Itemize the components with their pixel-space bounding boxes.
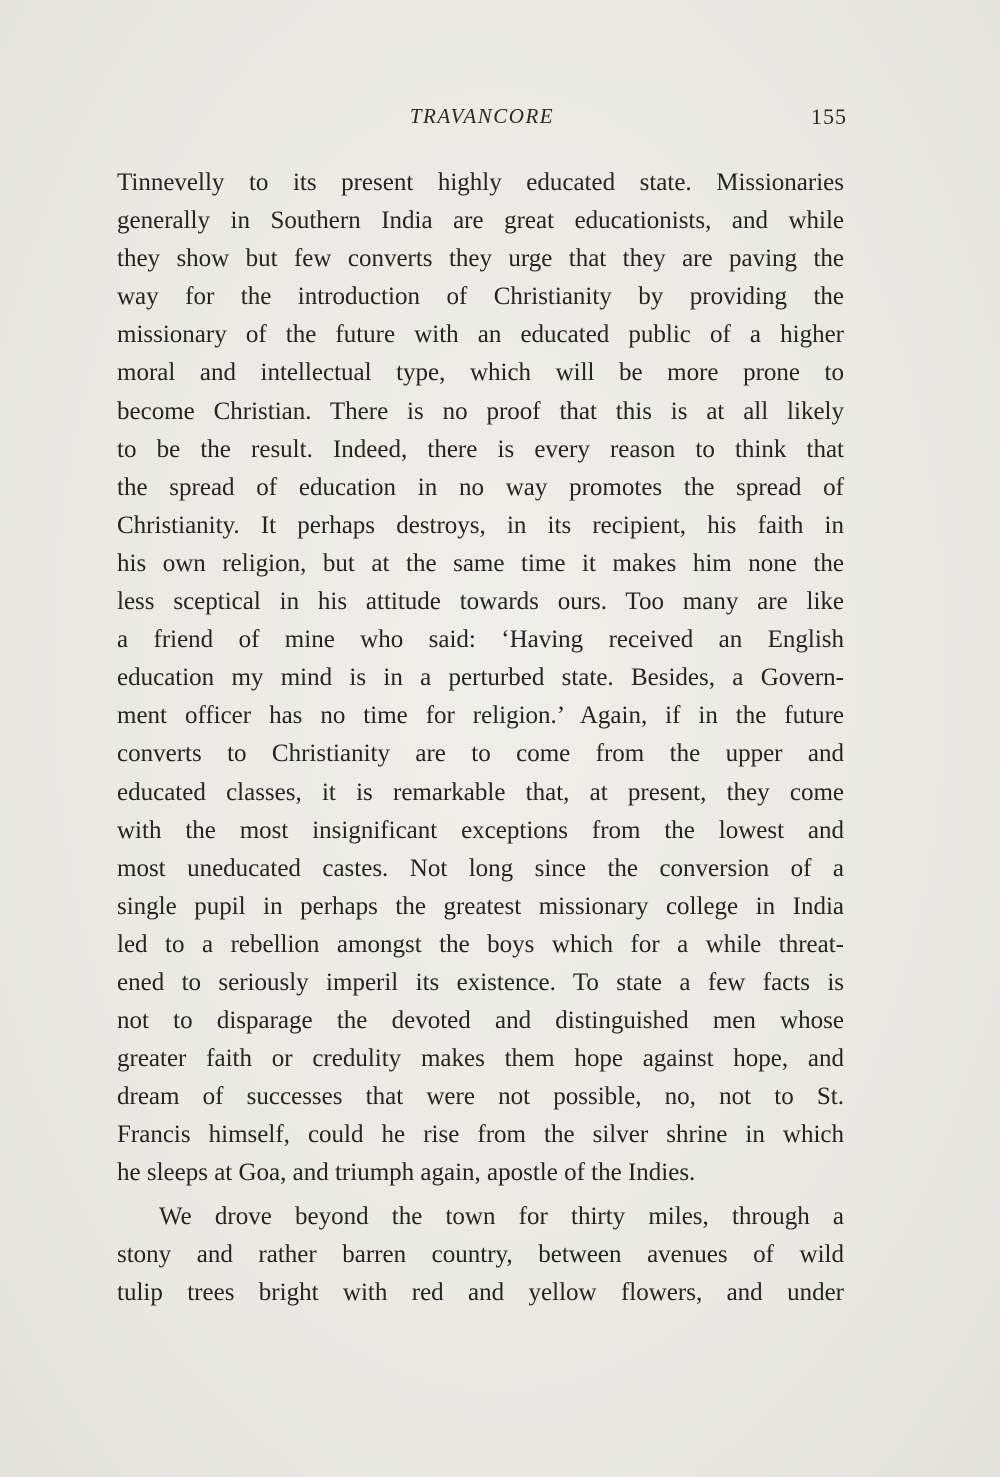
text-line: Christianity. It perhaps destroys, in its recipient, his faith in bbox=[117, 511, 844, 539]
text-line: We drove beyond the town for thirty miles, through a bbox=[159, 1202, 844, 1230]
text-line: moral and intellectual type, which will be more prone to bbox=[117, 359, 844, 387]
text-line: way for the introduction of Christianity by providing the bbox=[117, 283, 844, 311]
text-line: not to disparage the devoted and distinguished men whose bbox=[117, 1007, 844, 1035]
page-number: 155 bbox=[811, 104, 847, 129]
text-line: they show but few converts they urge that they are paving the bbox=[117, 245, 844, 273]
body-text bbox=[117, 164, 844, 1312]
text-line: less sceptical in his attitude towards ours. Too many are like bbox=[117, 588, 844, 616]
text-line: become Christian. There is no proof that this is at all likely bbox=[117, 397, 844, 425]
running-title: TRAVANCORE bbox=[409, 104, 555, 128]
text-line: he sleeps at Goa, and triumph again, apostle of the Indies. bbox=[117, 1159, 696, 1187]
text-line: generally in Southern India are great educationists, and while bbox=[117, 207, 844, 235]
text-line: ment officer has no time for religion.’ Again, if in the future bbox=[117, 702, 844, 730]
text-line: with the most insignificant exceptions from the lowest and bbox=[117, 816, 844, 844]
text-line: Francis himself, could he rise from the silver shrine in which bbox=[117, 1121, 844, 1149]
text-line: education my mind is in a perturbed state. Besides, a Govern- bbox=[117, 664, 844, 692]
text-line: dream of successes that were not possible, no, not to St. bbox=[117, 1083, 844, 1111]
running-head bbox=[117, 104, 847, 134]
text-line: tulip trees bright with red and yellow flowers, and under bbox=[117, 1278, 844, 1306]
paragraph-1 bbox=[117, 164, 844, 1193]
text-line: the spread of education in no way promotes the spread of bbox=[117, 473, 844, 501]
text-line: Tinnevelly to its present highly educated state. Missionaries bbox=[117, 169, 844, 196]
text-line: a friend of mine who said: ‘Having received an English bbox=[117, 626, 844, 654]
text-line: converts to Christianity are to come from the upper and bbox=[117, 740, 844, 768]
text-line: missionary of the future with an educated public of a higher bbox=[117, 321, 844, 349]
text-line: stony and rather barren country, between avenues of wild bbox=[117, 1240, 844, 1268]
text-line: ened to seriously imperil its existence. To state a few facts is bbox=[117, 968, 844, 996]
text-line: single pupil in perhaps the greatest missionary college in India bbox=[117, 892, 844, 920]
text-line: greater faith or credulity makes them hope against hope, and bbox=[117, 1045, 844, 1073]
text-line: educated classes, it is remarkable that, at present, they come bbox=[117, 778, 844, 806]
text-line: his own religion, but at the same time it makes him none the bbox=[117, 549, 844, 577]
text-line: most uneducated castes. Not long since the conversion of a bbox=[117, 854, 844, 882]
text-line: led to a rebellion amongst the boys which for a while threat- bbox=[117, 930, 844, 958]
paragraph-2 bbox=[117, 1198, 844, 1312]
text-line: to be the result. Indeed, there is every reason to think that bbox=[117, 435, 844, 463]
